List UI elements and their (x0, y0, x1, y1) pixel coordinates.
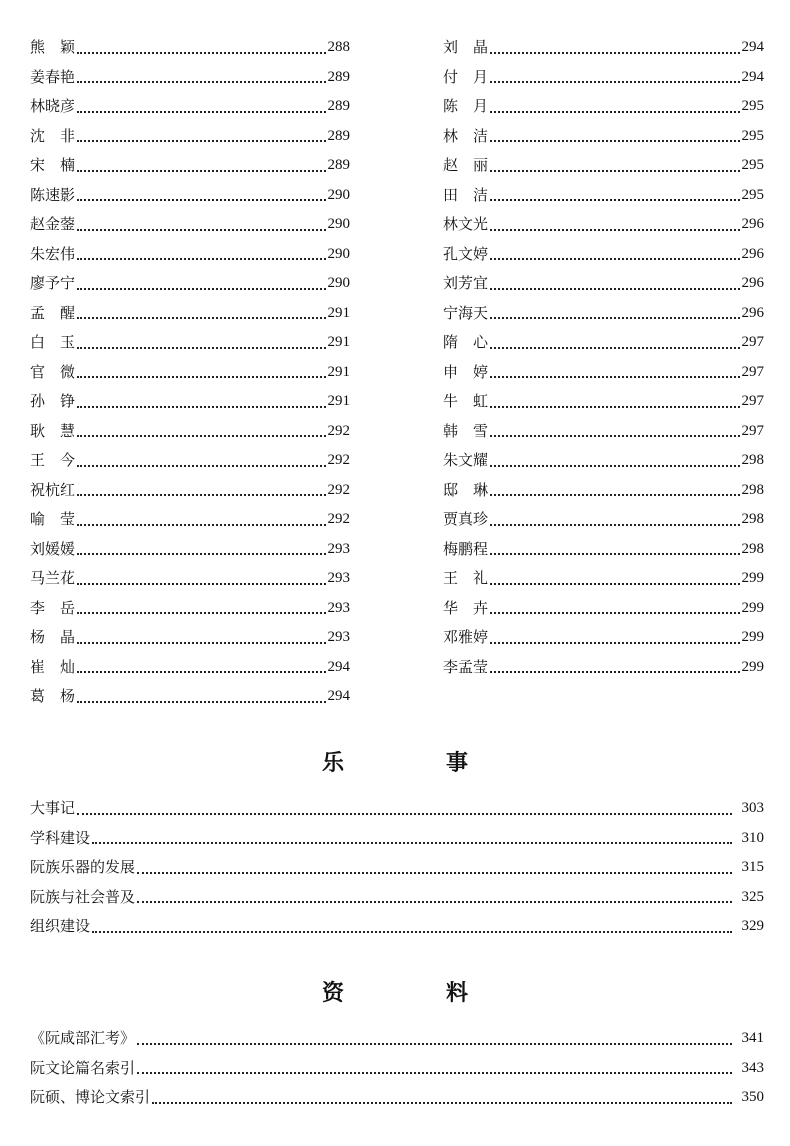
toc-entry-name: 崔 灿 (30, 657, 76, 676)
dot-leader (490, 111, 739, 113)
toc-entry-page: 292 (327, 452, 350, 468)
toc-entry-page: 293 (327, 629, 350, 645)
toc-entry[interactable] (443, 92, 764, 122)
toc-entry-page: 303 (741, 800, 764, 816)
toc-entry[interactable] (30, 1024, 764, 1054)
toc-entry[interactable] (443, 446, 764, 476)
toc-entry-name: 《阮咸部汇考》 (30, 1029, 136, 1047)
toc-entry[interactable] (30, 122, 350, 152)
toc-entry-name: 林 洁 (443, 126, 489, 145)
dot-leader (490, 671, 739, 673)
toc-entry[interactable] (443, 63, 764, 93)
dot-leader (77, 111, 325, 113)
toc-entry-name: 孙 铮 (30, 392, 76, 410)
toc-entry[interactable] (30, 269, 350, 299)
section-title-ziliao: 资 料 (321, 980, 508, 1006)
dot-leader (77, 671, 325, 673)
dot-leader (77, 553, 325, 555)
toc-entry-name: 祝杭红 (30, 480, 76, 499)
toc-entry-name: 李孟莹 (443, 657, 489, 676)
toc-entry-page: 294 (741, 68, 764, 85)
toc-entry[interactable] (30, 653, 350, 683)
toc-entry[interactable] (30, 883, 764, 913)
toc-entry-name: 阮文论篇名索引 (30, 1058, 136, 1077)
toc-entry-page: 293 (327, 540, 350, 557)
toc-entry-name: 喻 莹 (30, 510, 76, 528)
dot-leader (137, 901, 731, 903)
toc-entry[interactable] (30, 824, 764, 854)
toc-entry-page: 299 (741, 658, 764, 675)
dot-leader (490, 170, 739, 172)
toc-entry-name: 梅鹏程 (443, 539, 489, 558)
toc-entry[interactable] (30, 328, 350, 358)
dot-leader (490, 347, 739, 349)
toc-entry-page: 298 (741, 481, 764, 498)
toc-entry-page: 292 (327, 481, 350, 498)
toc-entry-name: 贾真珍 (443, 510, 489, 528)
toc-entry[interactable] (443, 564, 764, 594)
dot-leader (77, 435, 325, 437)
toc-entry-page: 289 (327, 68, 350, 85)
toc-entry[interactable] (443, 387, 764, 417)
dot-leader (490, 229, 739, 231)
toc-entry-page: 350 (741, 1089, 764, 1105)
toc-entry[interactable] (30, 358, 350, 388)
toc-entry-page: 289 (327, 127, 350, 144)
dot-leader (490, 288, 739, 290)
toc-entry[interactable] (443, 210, 764, 240)
toc-entry-page: 325 (741, 888, 764, 905)
toc-entry-name: 邓雅婷 (443, 628, 489, 646)
dot-leader (77, 524, 325, 526)
dot-leader (77, 317, 325, 319)
toc-entry-name: 沈 非 (30, 126, 76, 145)
toc-entry-page: 290 (327, 186, 350, 203)
dot-leader (77, 813, 731, 815)
toc-entry-name: 廖予宁 (30, 274, 76, 292)
toc-entry-page: 298 (741, 452, 764, 468)
toc-entry-page: 296 (741, 216, 764, 232)
toc-entry-name: 付 月 (443, 67, 489, 86)
toc-entry-name: 华 卉 (443, 598, 489, 617)
toc-entry-page: 291 (327, 393, 350, 409)
toc-entry[interactable] (30, 63, 350, 93)
toc-entry-name: 孟 醒 (30, 303, 76, 322)
toc-entry[interactable] (30, 912, 764, 942)
toc-entry-name: 刘 晶 (443, 38, 489, 56)
dot-leader (137, 1043, 731, 1045)
dot-leader (77, 494, 325, 496)
toc-entry-page: 299 (741, 599, 764, 616)
toc-entry-page: 298 (741, 540, 764, 557)
toc-entry-page: 296 (741, 275, 764, 291)
toc-entry[interactable] (30, 299, 350, 329)
toc-entry-name: 官 微 (30, 362, 76, 381)
dot-leader (490, 199, 739, 201)
toc-entry-name: 陈速影 (30, 185, 76, 204)
toc-entry-page: 294 (327, 688, 350, 704)
toc-entry-page: 310 (741, 829, 764, 846)
toc-entry-page: 298 (741, 511, 764, 527)
toc-entry[interactable] (30, 181, 350, 211)
dot-leader (77, 701, 325, 703)
dot-leader (77, 642, 325, 644)
toc-entry[interactable] (443, 151, 764, 181)
dot-leader (77, 258, 325, 260)
toc-entry-page: 292 (327, 422, 350, 439)
toc-entry-page: 293 (327, 599, 350, 616)
toc-entry[interactable] (30, 564, 350, 594)
toc-entry-page: 296 (741, 245, 764, 262)
toc-entry-page: 295 (741, 186, 764, 203)
dot-leader (77, 170, 325, 172)
toc-entry[interactable] (443, 358, 764, 388)
dot-leader (490, 612, 739, 614)
dot-leader (490, 140, 739, 142)
toc-entry[interactable] (30, 535, 350, 565)
toc-entry-page: 294 (741, 39, 764, 55)
dot-leader (77, 347, 325, 349)
toc-entry-page: 297 (741, 422, 764, 439)
toc-entry-name: 田 洁 (443, 185, 489, 204)
toc-entry[interactable] (443, 623, 764, 653)
toc-entry[interactable] (30, 1083, 764, 1113)
dot-leader (152, 1102, 731, 1104)
dot-leader (77, 288, 325, 290)
toc-entry-name: 阮硕、博论文索引 (30, 1088, 151, 1106)
toc-entry-name: 王 今 (30, 451, 76, 469)
dot-leader (77, 52, 325, 54)
toc-entry[interactable] (30, 794, 764, 824)
toc-entry[interactable] (30, 1054, 764, 1084)
toc-entry[interactable] (30, 476, 350, 506)
dot-leader (490, 583, 739, 585)
toc-entry[interactable] (443, 240, 764, 270)
toc-entry-page: 341 (741, 1030, 764, 1046)
toc-entry-name: 大事记 (30, 799, 76, 817)
toc-entry[interactable] (443, 594, 764, 624)
toc-entry[interactable] (30, 682, 350, 712)
dot-leader (490, 81, 739, 83)
toc-entry-page: 296 (741, 304, 764, 321)
section-title-yueshi: 乐 事 (321, 750, 508, 776)
toc-entry-page: 299 (741, 629, 764, 645)
toc-entry-page: 291 (327, 334, 350, 350)
dot-leader (92, 931, 731, 933)
toc-entry[interactable] (30, 210, 350, 240)
toc-entry-name: 耿 慧 (30, 421, 76, 440)
dot-leader (490, 406, 739, 408)
toc-entry-page: 295 (741, 127, 764, 144)
toc-entry[interactable] (30, 240, 350, 270)
dot-leader (77, 199, 325, 201)
toc-entry[interactable] (443, 476, 764, 506)
dot-leader (77, 229, 325, 231)
toc-entry-page: 315 (741, 859, 764, 875)
toc-entry[interactable] (443, 299, 764, 329)
toc-entry-page: 289 (327, 157, 350, 173)
toc-entry[interactable] (30, 387, 350, 417)
toc-entry-name: 熊 颖 (30, 38, 76, 56)
dot-leader (77, 612, 325, 614)
toc-ziliao-list (30, 1024, 764, 1113)
toc-entry[interactable] (30, 446, 350, 476)
toc-entry-name: 邸 琳 (443, 480, 489, 499)
dot-leader (490, 435, 739, 437)
toc-entry-page: 293 (327, 570, 350, 586)
toc-entry-name: 申 婷 (443, 362, 489, 381)
dot-leader (490, 524, 739, 526)
toc-entry-name: 陈 月 (443, 97, 489, 115)
toc-entry[interactable] (443, 181, 764, 211)
dot-leader (77, 406, 325, 408)
toc-entry-page: 292 (327, 511, 350, 527)
toc-entry-name: 宋 楠 (30, 156, 76, 174)
toc-entry[interactable] (30, 417, 350, 447)
toc-entry[interactable] (443, 505, 764, 535)
toc-entry-name: 葛 杨 (30, 687, 76, 705)
toc-entry-page: 297 (741, 334, 764, 350)
toc-entry-page: 291 (327, 363, 350, 380)
toc-entry-name: 隋 心 (443, 333, 489, 351)
toc-entry-name: 刘芳宜 (443, 274, 489, 292)
toc-entry-name: 林晓彦 (30, 97, 76, 115)
dot-leader (490, 258, 739, 260)
dot-leader (490, 376, 739, 378)
dot-leader (77, 583, 325, 585)
toc-entry-name: 阮族乐器的发展 (30, 858, 136, 876)
toc-entry-name: 组织建设 (30, 917, 91, 935)
toc-entry[interactable] (443, 535, 764, 565)
dot-leader (490, 52, 739, 54)
dot-leader (77, 465, 325, 467)
dot-leader (490, 465, 739, 467)
toc-entry-page: 290 (327, 245, 350, 262)
toc-entry[interactable] (443, 328, 764, 358)
toc-entry-page: 295 (741, 157, 764, 173)
toc-right-column (443, 33, 764, 682)
toc-entry-page: 288 (327, 39, 350, 55)
toc-entry-name: 朱文耀 (443, 451, 489, 469)
toc-entry-name: 牛 虹 (443, 392, 489, 410)
toc-entry-name: 孔文婷 (443, 244, 489, 263)
toc-entry[interactable] (443, 269, 764, 299)
toc-entry-page: 289 (327, 98, 350, 114)
toc-entry[interactable] (30, 623, 350, 653)
toc-entry-page: 297 (741, 363, 764, 380)
dot-leader (92, 842, 731, 844)
toc-entry-page: 297 (741, 393, 764, 409)
toc-entry-name: 李 岳 (30, 598, 76, 617)
toc-entry[interactable] (30, 505, 350, 535)
toc-entry-page: 290 (327, 275, 350, 291)
toc-entry-name: 姜春艳 (30, 67, 76, 86)
toc-entry-name: 刘媛媛 (30, 539, 76, 558)
toc-entry-name: 白 玉 (30, 333, 76, 351)
toc-entry[interactable] (30, 853, 764, 883)
toc-entry[interactable] (30, 594, 350, 624)
toc-entry[interactable] (30, 151, 350, 181)
toc-entry-name: 赵 丽 (443, 156, 489, 174)
dot-leader (490, 494, 739, 496)
toc-entry-page: 291 (327, 304, 350, 321)
toc-yueshi-list (30, 794, 764, 942)
toc-entry-page: 343 (741, 1059, 764, 1076)
dot-leader (77, 81, 325, 83)
toc-entry[interactable] (443, 122, 764, 152)
toc-left-column (30, 33, 350, 712)
dot-leader (137, 1072, 731, 1074)
toc-entry-name: 宁海天 (443, 303, 489, 322)
toc-entry-page: 329 (741, 918, 764, 934)
toc-entry-name: 韩 雪 (443, 421, 489, 440)
toc-entry-page: 295 (741, 98, 764, 114)
dot-leader (137, 872, 731, 874)
dot-leader (490, 317, 739, 319)
toc-entry[interactable] (443, 417, 764, 447)
dot-leader (490, 642, 739, 644)
toc-entry-name: 马兰花 (30, 569, 76, 587)
dot-leader (77, 140, 325, 142)
toc-entry[interactable] (443, 33, 764, 63)
dot-leader (490, 553, 739, 555)
toc-entry-name: 朱宏伟 (30, 244, 76, 263)
toc-entry-name: 阮族与社会普及 (30, 887, 136, 906)
toc-entry-page: 299 (741, 570, 764, 586)
toc-entry-name: 学科建设 (30, 828, 91, 847)
toc-entry[interactable] (30, 92, 350, 122)
dot-leader (77, 376, 325, 378)
toc-entry-page: 290 (327, 216, 350, 232)
toc-entry-name: 王 礼 (443, 569, 489, 587)
toc-entry-name: 赵金蓥 (30, 215, 76, 233)
toc-entry-name: 杨 晶 (30, 628, 76, 646)
toc-entry-name: 林文光 (443, 215, 489, 233)
toc-entry[interactable] (443, 653, 764, 683)
toc-entry-page: 294 (327, 658, 350, 675)
toc-entry[interactable] (30, 33, 350, 63)
